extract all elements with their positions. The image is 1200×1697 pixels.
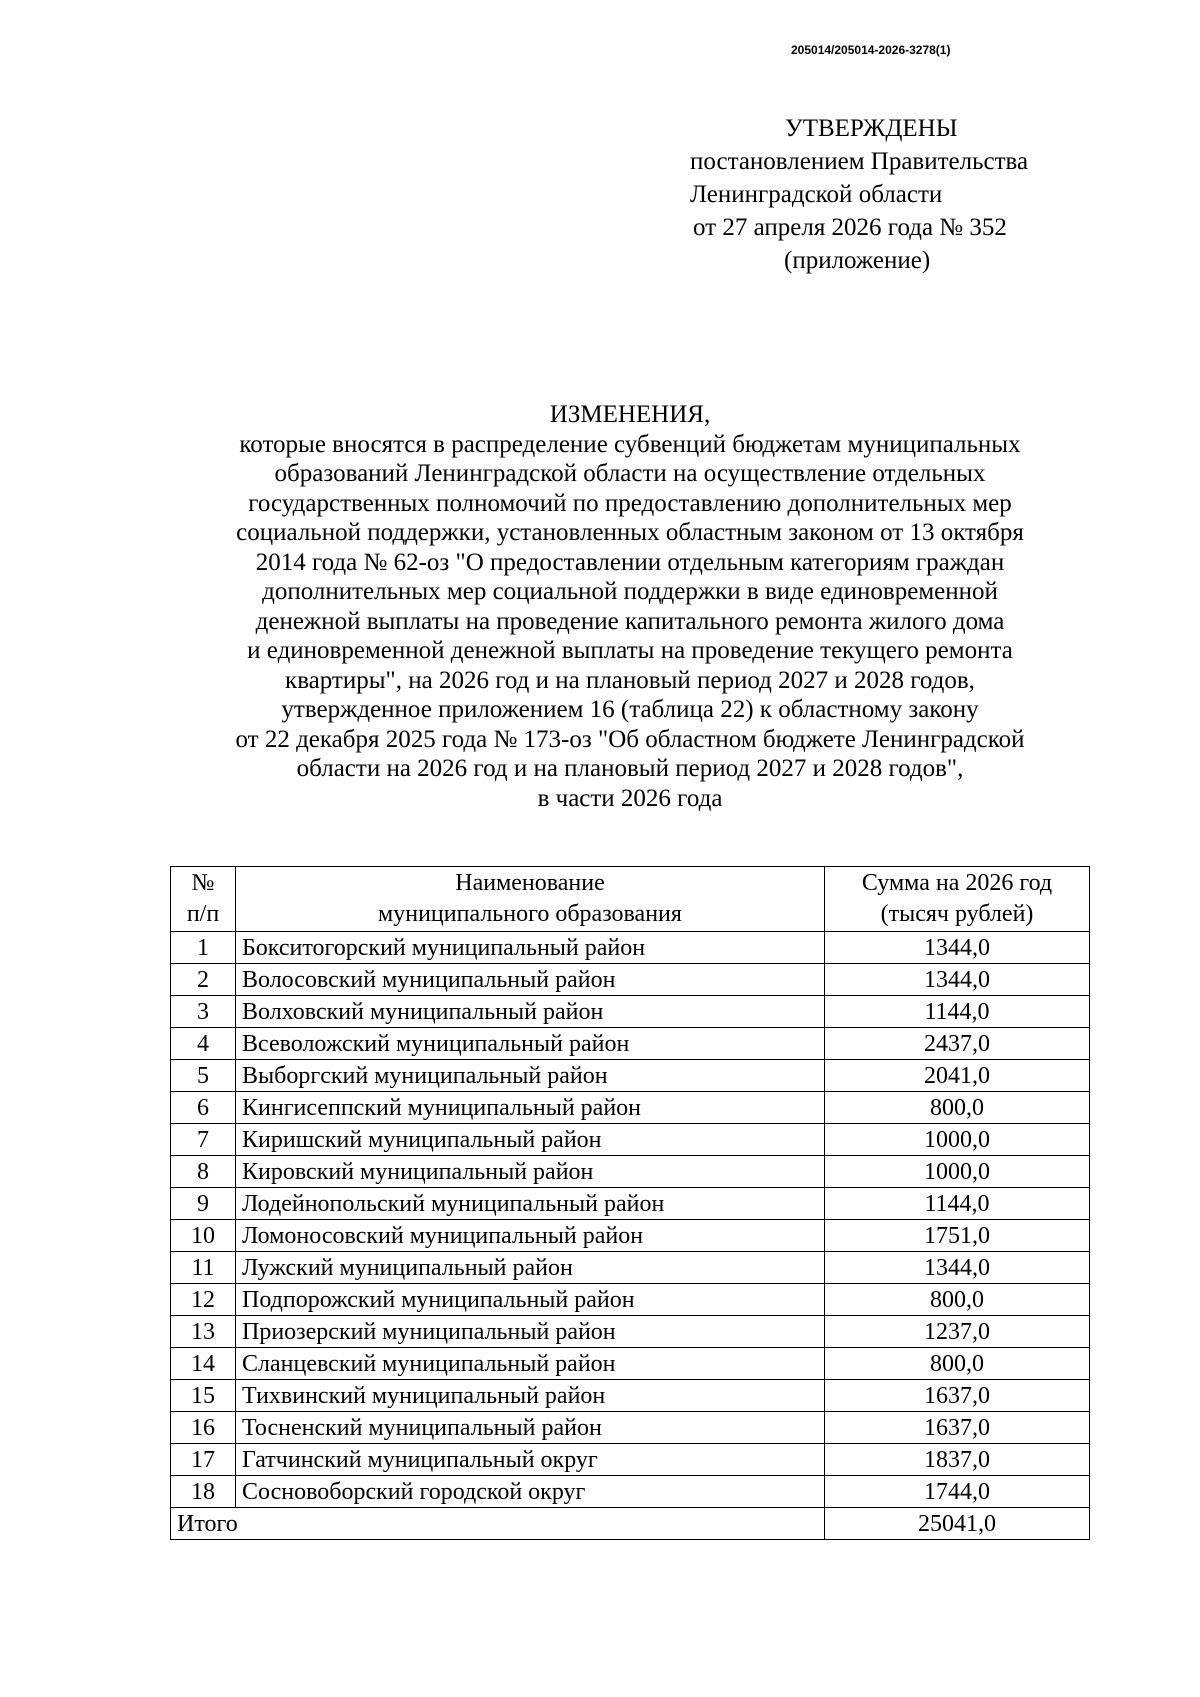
approval-block: [690, 112, 1090, 277]
row-municipality: Киришский муниципальный район: [236, 1124, 825, 1156]
row-municipality: Выборгский муниципальный район: [236, 1060, 825, 1092]
table-row: [171, 1220, 1090, 1252]
row-sum: 800,0: [825, 1092, 1090, 1124]
row-sum: 1744,0: [825, 1476, 1090, 1508]
row-sum: 1344,0: [825, 1252, 1090, 1284]
total-row: [171, 1508, 1090, 1540]
row-municipality: Подпорожский муниципальный район: [236, 1284, 825, 1316]
heading-line: утвержденное приложением 16 (таблица 22) к областному закону: [281, 696, 979, 723]
changes-title: ИЗМЕНЕНИЯ,: [549, 401, 711, 428]
row-sum: 1237,0: [825, 1316, 1090, 1348]
row-municipality: Кировский муниципальный район: [236, 1156, 825, 1188]
row-municipality: Сланцевский муниципальный район: [236, 1348, 825, 1380]
subvention-table: [170, 866, 1090, 1540]
row-number: 16: [171, 1412, 236, 1444]
row-number: 14: [171, 1348, 236, 1380]
table-row: [171, 1156, 1090, 1188]
row-sum: 1837,0: [825, 1444, 1090, 1476]
row-sum: 1637,0: [825, 1380, 1090, 1412]
row-number: 8: [171, 1156, 236, 1188]
row-municipality: Бокситогорский муниципальный район: [236, 932, 825, 964]
table-row: [171, 964, 1090, 996]
row-number: 3: [171, 996, 236, 1028]
row-sum: 1751,0: [825, 1220, 1090, 1252]
table-row: [171, 1476, 1090, 1508]
total-label: Итого: [171, 1508, 825, 1540]
heading-line: государственных полномочий по предоставлению дополнительных мер: [248, 489, 1012, 517]
row-sum: 1637,0: [825, 1412, 1090, 1444]
row-municipality: Приозерский муниципальный район: [236, 1316, 825, 1348]
table-row: [171, 1316, 1090, 1348]
row-sum: 800,0: [825, 1284, 1090, 1316]
document-heading: [180, 400, 1080, 813]
table-row: [171, 932, 1090, 964]
table-row: [171, 1188, 1090, 1220]
row-number: 7: [171, 1124, 236, 1156]
row-number: 1: [171, 932, 236, 964]
header-sum: [825, 867, 1090, 932]
row-number: 12: [171, 1284, 236, 1316]
header-sum-line: Сумма на 2026 год: [861, 870, 1053, 896]
heading-line: от 22 декабря 2025 года № 173-оз "Об областном бюджете Ленинградской: [235, 725, 1025, 753]
row-number: 13: [171, 1316, 236, 1348]
header-name: [236, 867, 825, 932]
heading-line: социальной поддержки, установленных областным законом от 13 октября: [236, 519, 1024, 546]
row-municipality: Сосновоборский городской округ: [236, 1476, 825, 1508]
header-number-line: №: [191, 870, 215, 896]
table-row: [171, 1252, 1090, 1284]
approval-line: Ленинградской области: [690, 181, 943, 208]
row-municipality: Ломоносовский муниципальный район: [236, 1220, 825, 1252]
table-row: [171, 1028, 1090, 1060]
row-municipality: Кингисеппский муниципальный район: [236, 1092, 825, 1124]
table-row: [171, 1060, 1090, 1092]
heading-line: области на 2026 год и на плановый период 2027 и 2028 годов",: [296, 755, 964, 782]
row-number: 10: [171, 1220, 236, 1252]
row-municipality: Лодейнопольский муниципальный район: [236, 1188, 825, 1220]
row-number: 6: [171, 1092, 236, 1124]
row-municipality: Волховский муниципальный район: [236, 996, 825, 1028]
row-number: 4: [171, 1028, 236, 1060]
heading-line: денежной выплаты на проведение капитального ремонта жилого дома: [255, 607, 1005, 635]
heading-line: и единовременной денежной выплаты на проведение текущего ремонта: [247, 637, 1013, 664]
heading-line: дополнительных мер социальной поддержки в виде единовременной: [262, 578, 998, 605]
header-sum-line: (тысяч рублей): [880, 901, 1034, 927]
row-number: 15: [171, 1380, 236, 1412]
heading-line: которые вносятся в распределение субвенций бюджетам муниципальных: [239, 430, 1021, 458]
header-name-line: Наименование: [455, 870, 605, 896]
header-number-line: п/п: [186, 901, 220, 927]
table-row: [171, 1412, 1090, 1444]
row-sum: 1344,0: [825, 932, 1090, 964]
row-sum: 2041,0: [825, 1060, 1090, 1092]
row-sum: 1000,0: [825, 1124, 1090, 1156]
row-number: 9: [171, 1188, 236, 1220]
row-municipality: Лужский муниципальный район: [236, 1252, 825, 1284]
table-header-row: [171, 867, 1090, 932]
row-number: 17: [171, 1444, 236, 1476]
row-number: 5: [171, 1060, 236, 1092]
row-municipality: Всеволожский муниципальный район: [236, 1028, 825, 1060]
heading-line: образований Ленинградской области на осуществление отдельных: [274, 460, 986, 487]
row-municipality: Тихвинский муниципальный район: [236, 1380, 825, 1412]
row-sum: 2437,0: [825, 1028, 1090, 1060]
approval-note: (приложение): [784, 247, 931, 274]
heading-line: 2014 года № 62-оз "О предоставлении отдельным категориям граждан: [255, 548, 1005, 576]
row-number: 11: [171, 1252, 236, 1284]
heading-line: в части 2026 года: [537, 784, 723, 812]
row-municipality: Гатчинский муниципальный округ: [236, 1444, 825, 1476]
row-municipality: Тосненский муниципальный район: [236, 1412, 825, 1444]
row-sum: 800,0: [825, 1348, 1090, 1380]
approval-title: УТВЕРЖДЕНЫ: [785, 115, 958, 142]
header-name-line: муниципального образования: [378, 901, 682, 927]
heading-line: квартиры", на 2026 год и на плановый период 2027 и 2028 годов,: [285, 666, 975, 694]
table-row: [171, 1284, 1090, 1316]
approval-line: постановлением Правительства: [690, 148, 1029, 175]
row-sum: 1144,0: [825, 996, 1090, 1028]
document-id: 205014/205014-2026-3278(1): [791, 43, 951, 57]
row-sum: 1000,0: [825, 1156, 1090, 1188]
row-sum: 1344,0: [825, 964, 1090, 996]
header-number: [171, 867, 236, 932]
table-row: [171, 1092, 1090, 1124]
table-row: [171, 1348, 1090, 1380]
table-row: [171, 1124, 1090, 1156]
row-number: 18: [171, 1476, 236, 1508]
table-row: [171, 1380, 1090, 1412]
table-row: [171, 996, 1090, 1028]
row-municipality: Волосовский муниципальный район: [236, 964, 825, 996]
total-sum: 25041,0: [825, 1508, 1090, 1540]
approval-date: от 27 апреля 2026 года № 352: [693, 214, 1007, 241]
row-number: 2: [171, 964, 236, 996]
table-row: [171, 1444, 1090, 1476]
row-sum: 1144,0: [825, 1188, 1090, 1220]
